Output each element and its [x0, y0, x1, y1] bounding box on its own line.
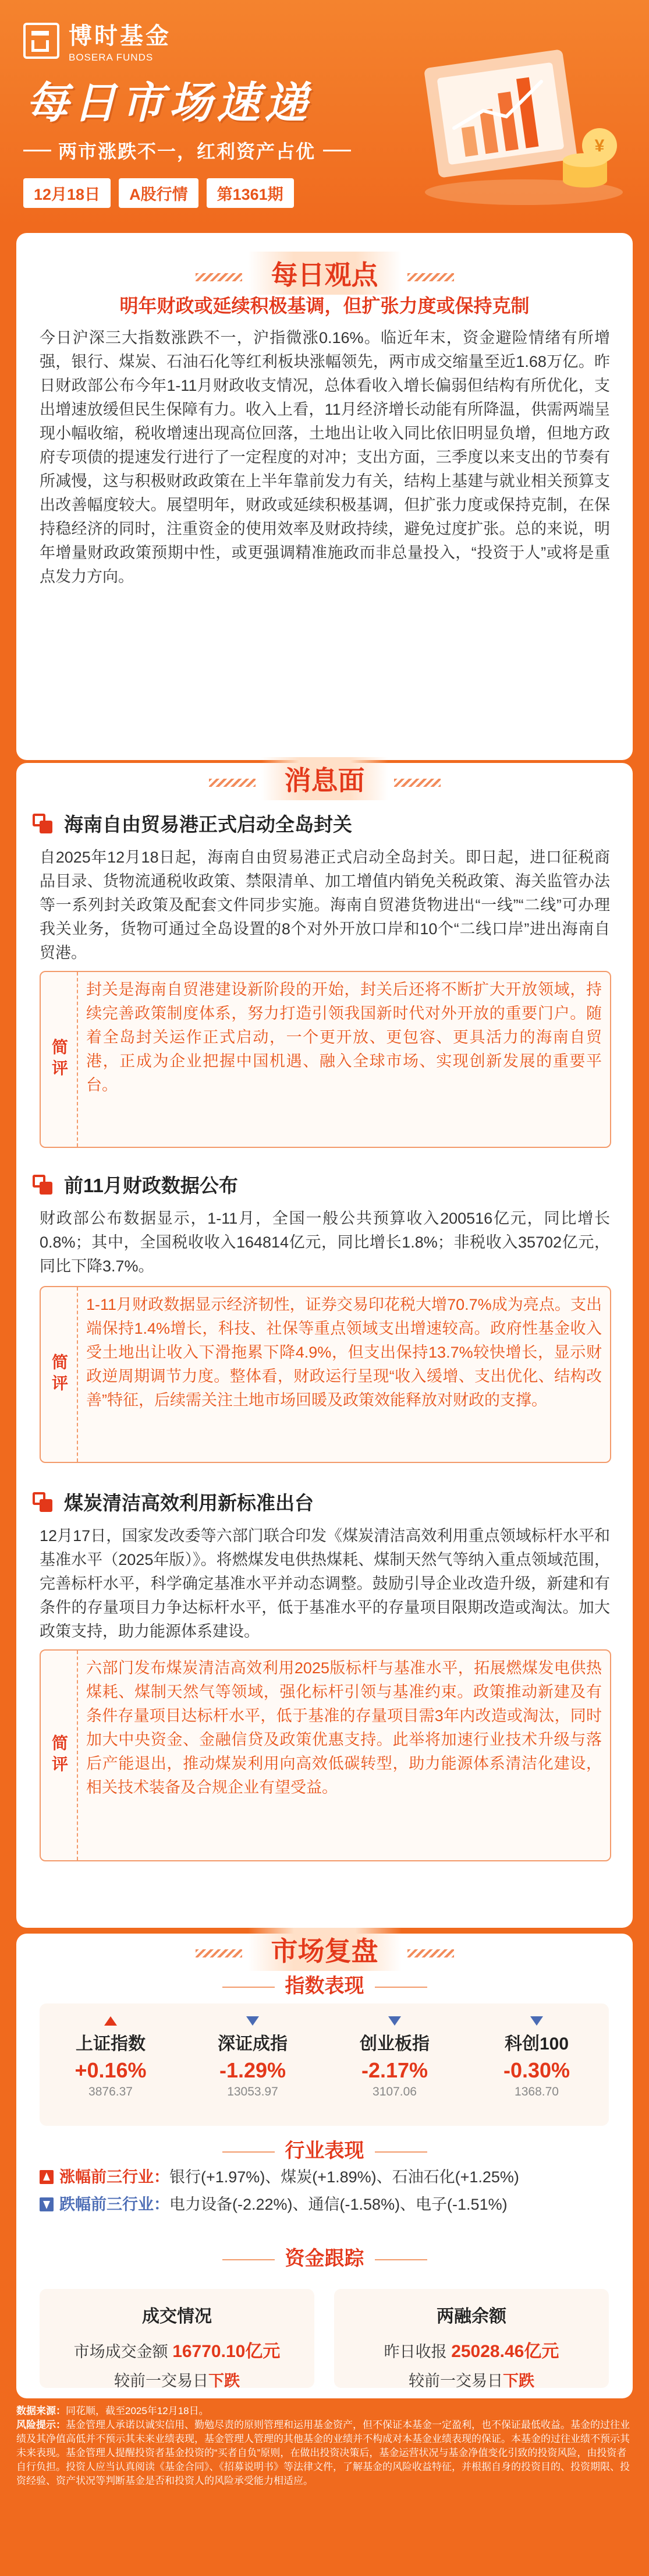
brand-name-en: BOSERA FUNDS: [69, 52, 154, 63]
brief-label: 简评: [41, 972, 78, 1147]
news-item-header: [33, 810, 352, 837]
title-line-left: [222, 1987, 275, 1988]
source-label: 数据来源：: [16, 2405, 66, 2416]
top-losers-label: 跌幅前三行业：: [59, 2196, 169, 2213]
top-losers-value: 电力设备(-2.22%)、通信(-1.58%)、电子(-1.51%): [169, 2196, 508, 2213]
date-tag: 12月18日: [23, 178, 111, 208]
margin-title: 两融余额: [437, 2307, 506, 2326]
index-item: [182, 2003, 324, 2099]
title-line-right: [375, 1987, 427, 1988]
index-change: +0.16%: [75, 2058, 147, 2082]
brief-text: 封关是海南自贸港建设新阶段的开始，封关后还将不断扩大开放领域，持续完善政策制度体系，努力打造引领我国新时代对外开放的重要门户。随着全岛封关运作正式启动，一个更开放、更包容、更具活力的海南自贸港，正成为企业把握中国机遇、融入全球市场、实现创新发展的重要平台。: [86, 981, 602, 1094]
index-section-title: 指数表现: [285, 1975, 364, 1997]
news-icon: [33, 1492, 52, 1512]
turnover-compare-value: 下跌: [208, 2372, 240, 2390]
news-item-body: 12月17日，国家发改委等六部门联合印发《煤炭清洁高效利用重点领域标杆水平和基准水平（2025年版）》。将燃煤发电供热煤耗、煤制天然气等纳入重点领域范围，完善标杆水平，科学确定基准水平并动态调整。鼓励引导企业改造升级，新建和有条件的存量项目力争达标杆水平，低于基准水平的存量项目限期改造或淘汰。加大政策支持，助力能源体系建设。: [40, 1527, 610, 1640]
industry-title-wrap: [16, 2135, 633, 2163]
news-item-title: 煤炭清洁高效利用新标准出台: [64, 1492, 314, 1514]
index-panel: [40, 2003, 609, 2126]
news-item-title: 前11月财政数据公布: [64, 1175, 238, 1196]
down-triangle-icon: [530, 2016, 543, 2026]
news-item-header: [33, 1488, 314, 1515]
index-name: 科创100: [504, 2034, 569, 2054]
page-title: 每日市场速递: [26, 79, 312, 127]
index-name: 上证指数: [76, 2034, 146, 2054]
daily-view-headline: 明年财政或延续积极基调，但扩张力度或保持克制: [119, 295, 530, 316]
index-value: 13053.97: [227, 2085, 278, 2098]
index-value: 3876.37: [88, 2085, 133, 2098]
news-icon: [33, 1175, 52, 1195]
index-change: -2.17%: [361, 2058, 428, 2082]
top-gainers-label: 涨幅前三行业：: [59, 2168, 169, 2186]
market-review-card: [16, 1934, 633, 2398]
turnover-label: 市场成交金额: [73, 2343, 173, 2361]
daily-view-title-wrap: [16, 252, 633, 295]
risk-text: 基金管理人承诺以诚实信用、勤勉尽责的原则管理和运用基金资产，但不保证本基金一定盈利，也不保证最低收益。基金的过往业绩及其净值高低并不预示其未来业绩表现，基金管理人管理的其他基金的业绩并不构成对本基金业绩表现的保证。本基金的过往业绩不预示其未来表现。基金管理人提醒投资者基金投资的“买者自负”原则，在做出投资决策后，基金运营状况与基金净值变化引致的投资风险，由投资者自行负担。投资人应当认真阅读《基金合同》、《招募说明书》等法律文件，了解基金的风险收益特征，并根据自身的投资目的、投资期限、投资经验、资产状况等判断基金是否和投资人的风险承受能力相适应。: [16, 2419, 630, 2486]
brief-text: 六部门发布煤炭清洁高效利用2025版标杆与基准水平，拓展燃煤发电供热煤耗、煤制天然气等领域，强化标杆引领与基准约束。政策推动新建及有条件存量项目达标杆水平，低于基准的存量项目需3年内改造或淘汰，同时加大中央资金、金融信贷及政策优惠支持。此举将加速行业技术升级与落后产能退出，推动煤炭利用向高效低碳转型，助力能源体系清洁化建设，相关技术装备及合规企业有望受益。: [86, 1659, 602, 1796]
news-item-brief: [40, 971, 611, 1148]
margin-panel: [334, 2289, 609, 2388]
news-item-brief: [40, 1649, 611, 1861]
title-stripe-left: [209, 779, 256, 787]
page-subtitle: 两市涨跌不一，红利资产占优: [58, 141, 316, 162]
index-item: [324, 2003, 466, 2099]
source-text: 同花顺，截至2025年12月18日。: [66, 2405, 209, 2416]
title-line-left: [222, 2151, 275, 2153]
brief-label: 简评: [41, 1287, 78, 1462]
daily-view-card: [16, 233, 633, 760]
header-banner: [0, 0, 649, 227]
margin-value: 25028.46亿元: [451, 2342, 559, 2361]
turnover-title: 成交情况: [142, 2307, 212, 2326]
brand-name-cn: 博时基金: [69, 23, 171, 49]
top-losers-row: [40, 2193, 508, 2216]
disclaimer-footer: [16, 2404, 633, 2488]
news-card: [16, 763, 633, 1928]
fall-icon: [40, 2197, 54, 2211]
news-icon: [33, 814, 52, 833]
down-triangle-icon: [388, 2016, 401, 2026]
index-value: 3107.06: [373, 2085, 417, 2098]
turnover-panel: [40, 2289, 314, 2388]
top-gainers-row: [40, 2165, 519, 2189]
industry-section-title: 行业表现: [285, 2140, 364, 2162]
svg-text:¥: ¥: [594, 136, 605, 156]
news-title-wrap: [16, 757, 633, 800]
index-change: -0.30%: [503, 2058, 570, 2082]
news-section-title: 消息面: [261, 757, 388, 800]
brief-label: 简评: [41, 1651, 78, 1860]
market-section-title: 市场复盘: [248, 1928, 402, 1971]
index-name: 深证成指: [218, 2034, 288, 2054]
margin-label: 昨日收报: [384, 2343, 452, 2361]
fund-section-title: 资金跟踪: [285, 2248, 364, 2270]
risk-label: 风险提示：: [16, 2419, 66, 2430]
title-line-right: [375, 2259, 427, 2260]
title-stripe-right: [394, 779, 441, 787]
index-item: [40, 2003, 182, 2099]
market-title-wrap: [16, 1928, 633, 1971]
bosera-logo-icon: [23, 23, 59, 59]
fund-title-wrap: [16, 2242, 633, 2271]
title-stripe-left: [196, 1949, 242, 1957]
index-change: -1.29%: [219, 2058, 286, 2082]
index-value: 1368.70: [515, 2085, 559, 2098]
finance-illustration-icon: [407, 35, 629, 210]
news-item-body: 自2025年12月18日起，海南自由贸易港正式启动全岛封关。即日起，进口征税商品目录、货物流通税收政策、禁限清单、加工增值内销免关税政策、海关监管办法等一系列封关政策及配套文件同步实施。海南自贸港货物进出“一线”“二线”可办理我关业务，货物可通过全岛设置的8个对外开放口岸和10个“二线口岸”进出海南自贸港。: [40, 849, 610, 962]
turnover-value: 16770.10亿元: [172, 2342, 281, 2361]
rise-icon: [40, 2170, 54, 2184]
daily-view-body: 今日沪深三大指数涨跌不一，沪指微涨0.16%。临近年末，资金避险情绪有所增强，银行、煤炭、石油石化等红利板块涨幅领先，两市成交缩量至近1.68万亿。昨日财政部公布今年1-11月财政收支情况，总体看收入增长偏弱但结构有所优化，支出增速放缓但民生保障有力。收入上看，11月经济增长动能有所降温，供需两端呈现小幅收缩，税收增速出现高位回落，土地出让收入同比依旧明显负增，但地方政府专项债的提速发行进行了一定程度的对冲；支出方面，三季度以来支出的节奏有所减慢，这与积极财政政策在上半年靠前发力有关，结构上基建与就业相关预算支出改善幅度较大。展望明年，财政或延续积极基调，但扩张力度或保持克制，在保持稳经济的同时，注重资金的使用效率及财政持续，避免过度扩张。总的来说，明年增量财政政策预期中性，或更强调精准施政而非总量投入，“投资于人”或将是重点发力方向。: [40, 329, 610, 585]
title-line-right: [375, 2151, 427, 2153]
index-item: [466, 2003, 608, 2099]
top-gainers-value: 银行(+1.97%)、煤炭(+1.89%)、石油石化(+1.25%): [169, 2168, 519, 2186]
index-name: 创业板指: [360, 2034, 430, 2054]
margin-compare-value: 下跌: [503, 2372, 534, 2390]
title-line-left: [222, 2259, 275, 2260]
brief-text: 1-11月财政数据显示经济韧性，证券交易印花税大增70.7%成为亮点。支出端保持1.4%增长，科技、社保等重点领域支出增速较高。政府性基金收入受土地出让收入下滑拖累下降4.9%，但支出保持13.7%较快增长，显示财政逆周期调节力度。整体看，财政运行呈现“收入缓增、支出优化、结构改善”特征，后续需关注土地市场回暖及政策效能释放对财政的支撑。: [86, 1296, 602, 1409]
title-stripe-left: [196, 273, 242, 281]
down-triangle-icon: [246, 2016, 259, 2026]
daily-view-title: 每日观点: [248, 252, 402, 295]
header-tags: [23, 178, 302, 208]
subtitle-line-left: [23, 150, 51, 151]
issue-tag: 第1361期: [207, 178, 294, 208]
category-tag: A股行情: [119, 178, 198, 208]
index-title-wrap: [16, 1970, 633, 1998]
margin-compare-label: 较前一交易日: [409, 2372, 503, 2390]
brand-logo: [23, 17, 171, 63]
turnover-compare-label: 较前一交易日: [114, 2372, 208, 2390]
subtitle-line-right: [323, 150, 351, 151]
news-item-body: 财政部公布数据显示，1-11月，全国一般公共预算收入200516亿元，同比增长0.8%；其中，全国税收收入164814亿元，同比增长1.8%；非税收入35702亿元，同比下降3.7%。: [40, 1210, 610, 1275]
news-item-header: [33, 1171, 238, 1198]
news-item-brief: [40, 1286, 611, 1463]
up-triangle-icon: [104, 2016, 117, 2026]
title-stripe-right: [407, 273, 454, 281]
title-stripe-right: [407, 1949, 454, 1957]
news-item-title: 海南自由贸易港正式启动全岛封关: [64, 814, 352, 835]
